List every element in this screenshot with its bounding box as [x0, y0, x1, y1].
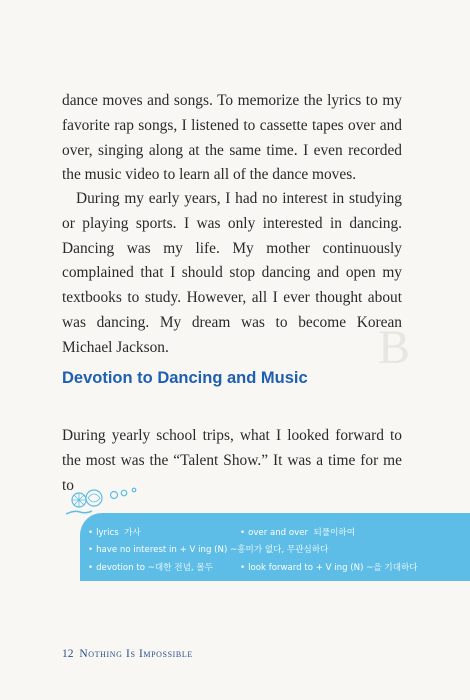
vocab-meaning: 가사	[124, 528, 141, 538]
section-heading: Devotion to Dancing and Music	[62, 369, 308, 387]
bubble-shape	[111, 492, 118, 499]
vocab-meaning: ~흥미가 없다, 무관심하다	[230, 545, 329, 555]
show-through-text: B	[378, 321, 412, 374]
vocabulary-box	[80, 513, 470, 581]
vocab-meaning: ~을 기대하다	[366, 563, 418, 573]
book-title: Nothing Is Impossible	[79, 648, 193, 660]
decorative-bubbles-icon	[66, 480, 156, 516]
vocab-meaning: 되풀이하여	[313, 528, 356, 538]
vocab-item	[88, 526, 141, 538]
bullet-icon: •	[88, 545, 94, 555]
vocab-term: lyrics	[96, 528, 119, 538]
bullet-icon: •	[240, 528, 246, 538]
vocab-meaning: ~대한 전념, 몰두	[147, 563, 213, 573]
vocab-item	[88, 561, 213, 573]
bubble-shape	[132, 488, 136, 492]
paragraph-3: During yearly school trips, what I looked forward to the most was the “Talent Show.” It was a time for me to	[62, 427, 402, 494]
vocab-term: devotion to	[96, 563, 145, 573]
bullet-icon: •	[88, 563, 94, 573]
vocab-item	[240, 526, 355, 538]
page-footer	[62, 648, 193, 660]
bubble-shape	[121, 490, 127, 496]
page-number: 12	[62, 648, 74, 660]
vocab-term: have no interest in + V ing (N)	[96, 545, 228, 555]
vocab-term: over and over	[248, 528, 309, 538]
vocab-item	[240, 561, 418, 573]
bullet-icon: •	[88, 528, 94, 538]
vocab-term: look forward to + V ing (N)	[248, 563, 364, 573]
bullet-icon: •	[240, 563, 246, 573]
vocab-item	[88, 543, 328, 555]
paragraph-2: During my early years, I had no interest in studying or playing sports. I was only interested in dancing. Dancing was my life. My mother continuously complained that I should stop dancing and open my textbooks to study. However, all I ever thought about was dancing. My dream was to become Korean Michael Jackson.	[62, 190, 402, 356]
paragraph-1: dance moves and songs. To memorize the lyrics to my favorite rap songs, I listened to cassette tapes over and over, singing along at the same time. I even recorded the music video to learn all of the dance moves.	[62, 92, 402, 184]
